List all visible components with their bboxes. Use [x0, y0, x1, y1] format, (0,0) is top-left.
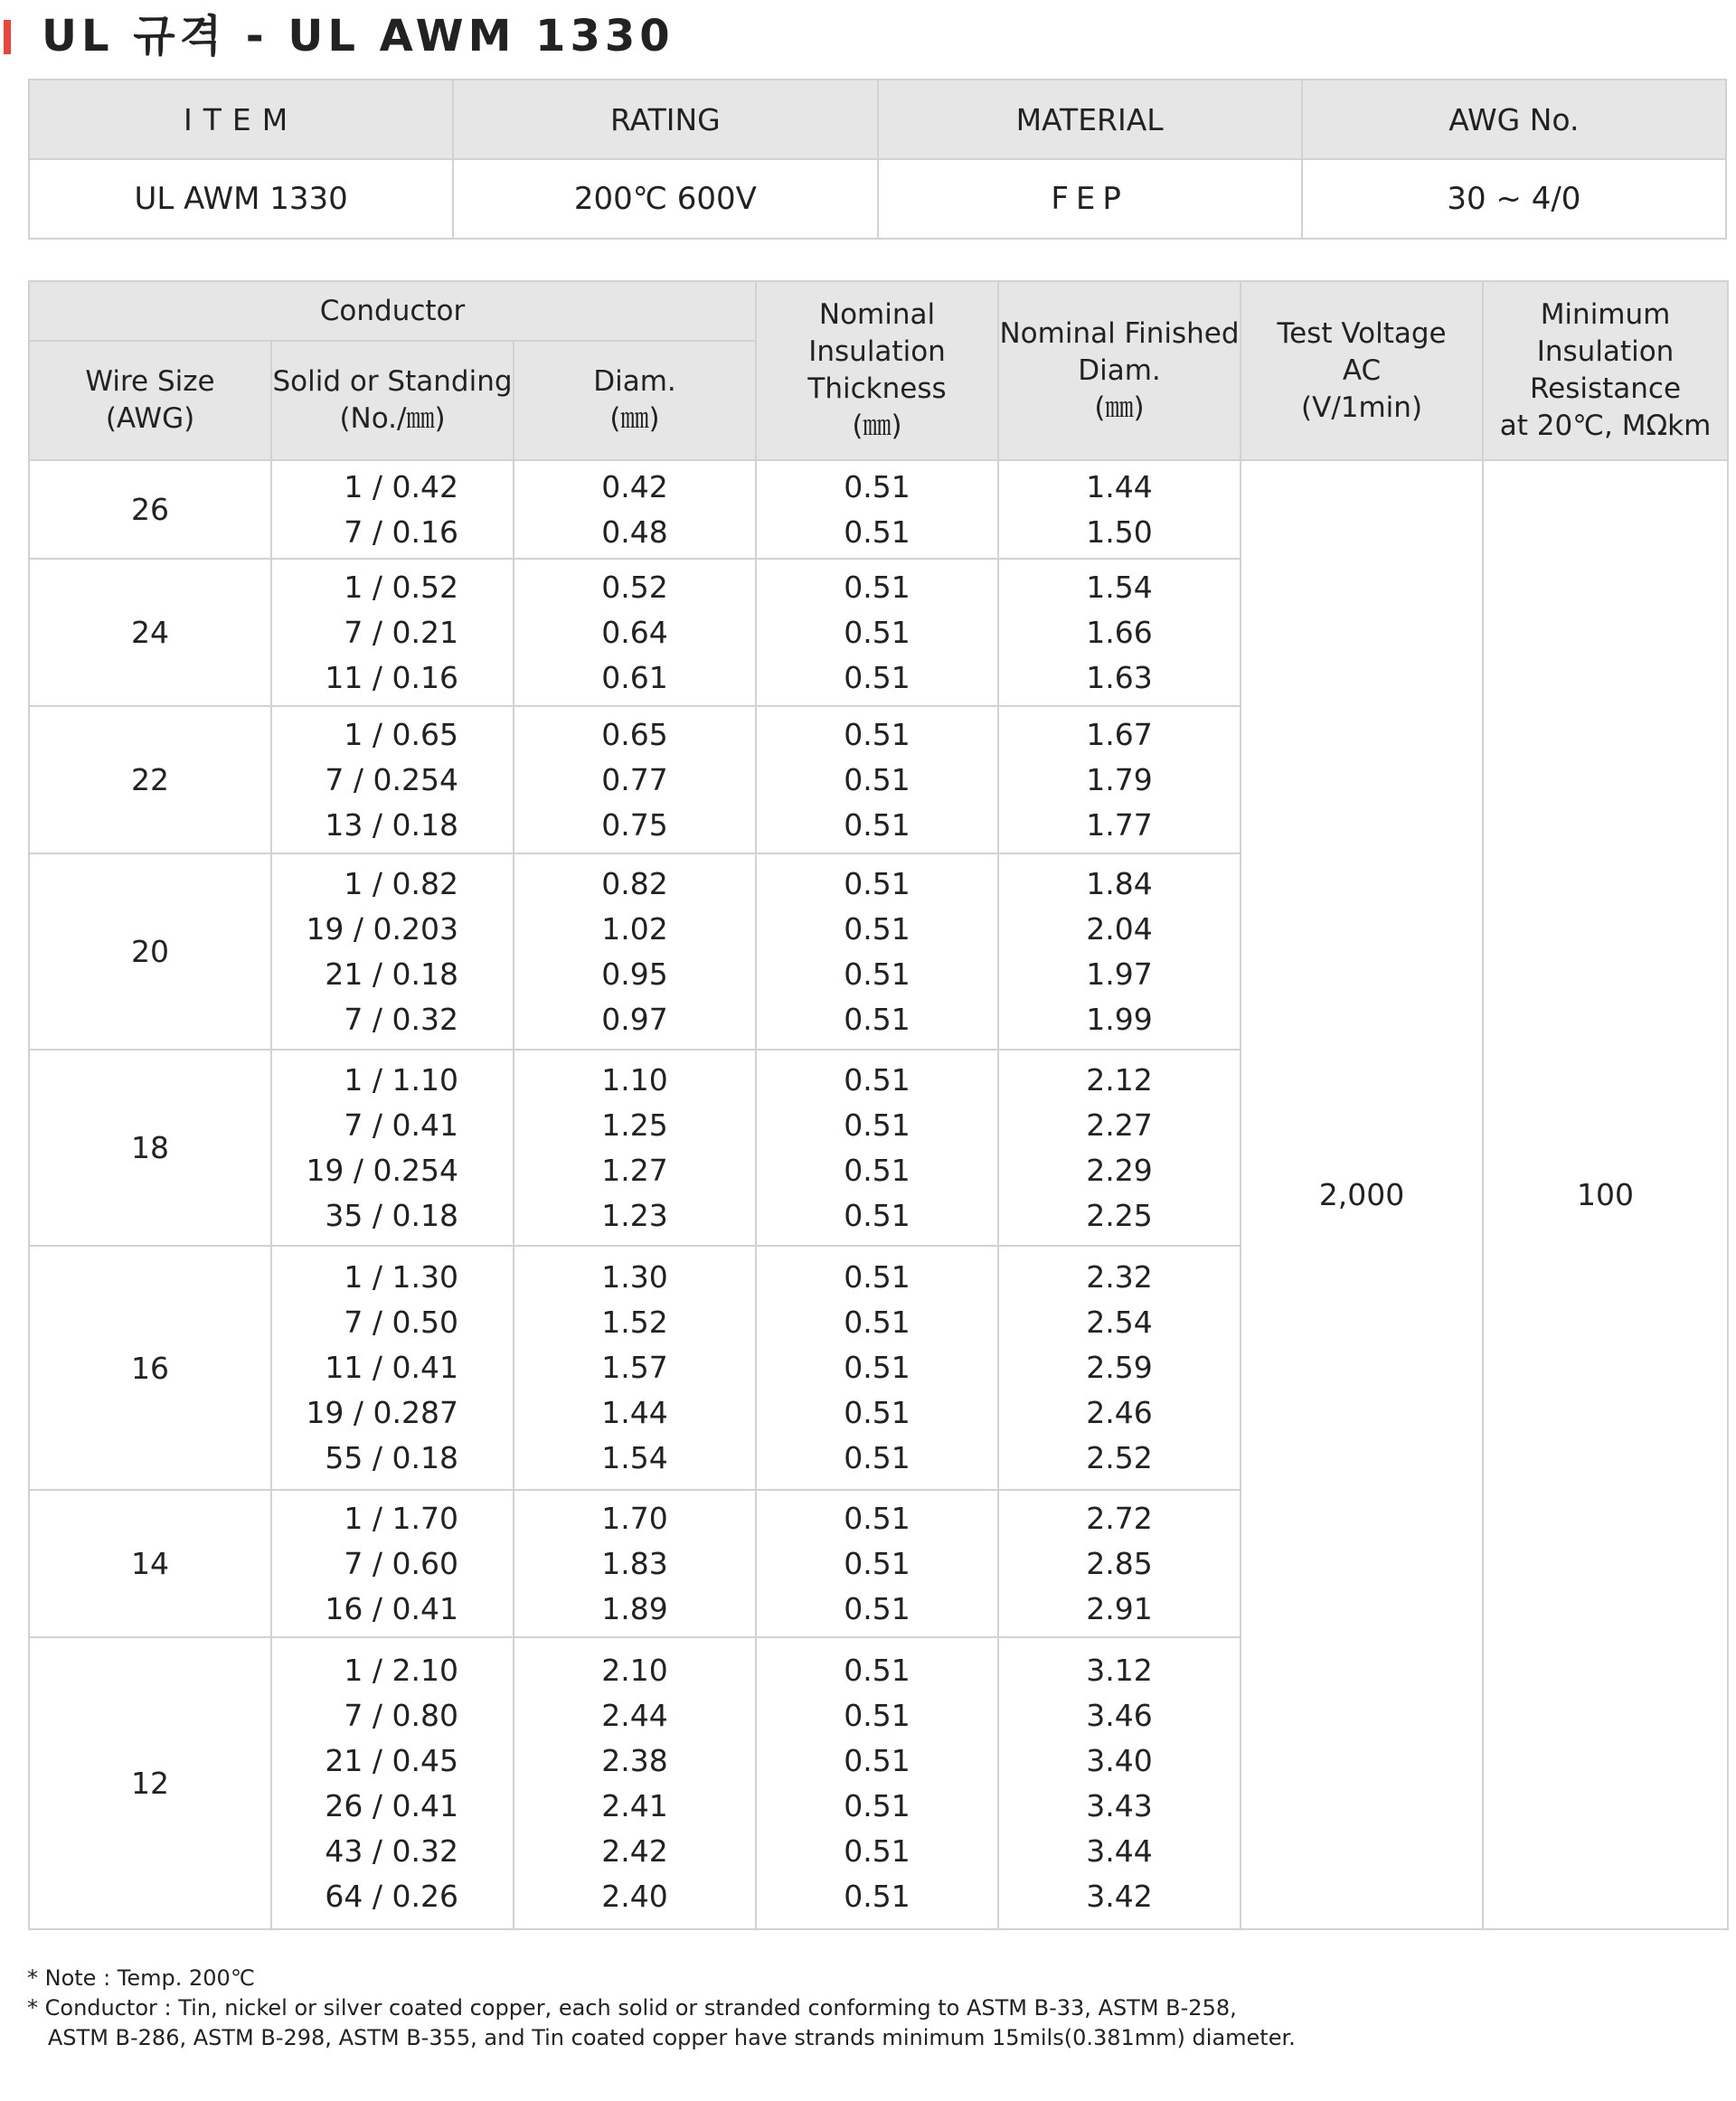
table-body	[29, 460, 1728, 1929]
diam-value: 0.42	[601, 468, 668, 504]
diam-value: 0.48	[601, 513, 668, 550]
finished-diam-value: 2.29	[1086, 1152, 1153, 1188]
insulation-value: 0.51	[844, 910, 910, 947]
strand-value: 43 / 0.32	[325, 1832, 458, 1869]
strand-value: 7 / 0.50	[344, 1305, 458, 1340]
finished-diam-value: 1.67	[1086, 716, 1153, 752]
insulation-value: 0.51	[844, 569, 910, 605]
spec-header-item: ITEM	[29, 80, 453, 159]
diam-value: 1.70	[601, 1500, 668, 1536]
awg-group-row	[29, 460, 1728, 559]
insulation-value: 0.51	[844, 1545, 910, 1581]
diam-value: 2.41	[601, 1787, 668, 1823]
stranding-cell	[271, 559, 514, 706]
finished-diam-value: 2.04	[1086, 910, 1153, 947]
table-header-row-1	[29, 281, 1728, 341]
diam-value: 2.44	[601, 1697, 668, 1733]
insulation-cell	[756, 706, 998, 853]
insulation-cell	[756, 559, 998, 706]
insulation-thickness-header: Nominal Insulation Thickness (㎜)	[756, 281, 998, 460]
diam-value: 1.57	[601, 1350, 668, 1385]
diam-value: 0.95	[601, 956, 668, 992]
diam-value: 0.61	[601, 659, 668, 695]
spec-value-material: FEP	[878, 159, 1302, 239]
strand-value: 19 / 0.254	[306, 1152, 458, 1188]
stranding-cell	[271, 460, 514, 559]
finished-diam-value: 2.25	[1086, 1197, 1153, 1233]
insulation-value: 0.51	[844, 513, 910, 550]
diam-value: 1.52	[601, 1305, 668, 1340]
insulation-value: 0.51	[844, 716, 910, 752]
strand-value: 11 / 0.41	[325, 1350, 458, 1385]
stranding-cell	[271, 1637, 514, 1929]
insulation-value: 0.51	[844, 956, 910, 992]
finished-diam-cell	[998, 559, 1241, 706]
strand-value: 7 / 0.60	[344, 1545, 458, 1581]
title-accent-bar	[4, 20, 11, 54]
stranding-cell	[271, 1490, 514, 1637]
strand-value: 7 / 0.80	[344, 1697, 458, 1733]
wire-size-cell: 26	[29, 460, 271, 559]
diam-value: 0.97	[601, 1001, 668, 1037]
diam-cell	[514, 1637, 756, 1929]
strand-value: 21 / 0.45	[325, 1742, 458, 1778]
diam-cell	[514, 460, 756, 559]
test-voltage-value: 2,000	[1241, 460, 1483, 1929]
finished-diam-value: 2.91	[1086, 1590, 1153, 1626]
finished-diam-value: 3.40	[1086, 1742, 1153, 1778]
diam-cell	[514, 1050, 756, 1246]
spec-header-awg: AWG No.	[1302, 80, 1726, 159]
strand-value: 55 / 0.18	[325, 1440, 458, 1475]
insulation-value: 0.51	[844, 1305, 910, 1340]
finished-diam-value: 2.27	[1086, 1107, 1153, 1143]
insulation-cell	[756, 460, 998, 559]
insulation-cell	[756, 1246, 998, 1490]
insulation-value: 0.51	[844, 1259, 910, 1295]
insulation-value: 0.51	[844, 659, 910, 695]
insulation-value: 0.51	[844, 865, 910, 901]
diam-value: 1.83	[601, 1545, 668, 1581]
diam-value: 1.30	[601, 1259, 668, 1295]
finished-diam-cell	[998, 1050, 1241, 1246]
insulation-cell	[756, 853, 998, 1050]
page-title: UL 규격 - UL AWM 1330	[42, 11, 675, 61]
finished-diam-cell	[998, 460, 1241, 559]
stranding-cell	[271, 706, 514, 853]
strand-value: 7 / 0.21	[344, 614, 458, 650]
diam-value: 0.65	[601, 716, 668, 752]
diam-value: 2.38	[601, 1742, 668, 1778]
stranding-header: Solid or Standing (No./㎜)	[271, 341, 514, 460]
insulation-value: 0.51	[844, 1652, 910, 1688]
diam-cell	[514, 559, 756, 706]
insulation-value: 0.51	[844, 1440, 910, 1475]
spec-table	[28, 79, 1727, 240]
insulation-value: 0.51	[844, 1787, 910, 1823]
strand-value: 7 / 0.16	[344, 513, 458, 550]
strand-value: 1 / 1.30	[344, 1259, 458, 1295]
spec-value-row	[29, 159, 1726, 239]
wire-size-cell: 22	[29, 706, 271, 853]
finished-diam-value: 1.77	[1086, 806, 1153, 843]
diam-value: 0.82	[601, 865, 668, 901]
finished-diam-value: 2.46	[1086, 1395, 1153, 1430]
insulation-value: 0.51	[844, 1001, 910, 1037]
wire-size-cell: 18	[29, 1050, 271, 1246]
finished-diam-value: 1.84	[1086, 865, 1153, 901]
strand-value: 19 / 0.203	[306, 910, 458, 947]
insulation-cell	[756, 1490, 998, 1637]
diam-cell	[514, 1246, 756, 1490]
spec-header-row	[29, 80, 1726, 159]
strand-value: 7 / 0.41	[344, 1107, 458, 1143]
insulation-resistance-header: Minimum Insulation Resistance at 20℃, MΩkm	[1483, 281, 1728, 460]
strand-value: 64 / 0.26	[325, 1878, 458, 1914]
diam-value: 2.10	[601, 1652, 668, 1688]
diam-header: Diam. (㎜)	[514, 341, 756, 460]
wire-size-cell: 12	[29, 1637, 271, 1929]
strand-value: 35 / 0.18	[325, 1197, 458, 1233]
strand-value: 1 / 0.52	[344, 569, 458, 605]
insulation-value: 0.51	[844, 1878, 910, 1914]
finished-diam-cell	[998, 1637, 1241, 1929]
strand-value: 1 / 0.42	[344, 468, 458, 504]
spec-header-material: MATERIAL	[878, 80, 1302, 159]
wire-data-table	[28, 280, 1729, 1930]
diam-value: 1.10	[601, 1061, 668, 1098]
finished-diam-cell	[998, 706, 1241, 853]
diam-value: 1.54	[601, 1440, 668, 1475]
wire-size-cell: 24	[29, 559, 271, 706]
note-temp: * Note : Temp. 200℃	[27, 1965, 255, 1991]
finished-diam-value: 1.44	[1086, 468, 1153, 504]
finished-diam-cell	[998, 1490, 1241, 1637]
note-conductor-cont: ASTM B-286, ASTM B-298, ASTM B-355, and Tin coated copper have strands minimum 15mils(0.381mm) diameter.	[27, 2025, 1296, 2050]
finished-diam-value: 3.12	[1086, 1652, 1153, 1688]
insulation-value: 0.51	[844, 1197, 910, 1233]
insulation-value: 0.51	[844, 1152, 910, 1188]
finished-diam-value: 2.59	[1086, 1350, 1153, 1385]
diam-value: 2.40	[601, 1878, 668, 1914]
strand-value: 16 / 0.41	[325, 1590, 458, 1626]
finished-diam-value: 1.97	[1086, 956, 1153, 992]
finished-diam-value: 2.85	[1086, 1545, 1153, 1581]
spec-value-awg: 30 ~ 4/0	[1302, 159, 1726, 239]
diam-value: 2.42	[601, 1832, 668, 1869]
finished-diam-value: 1.79	[1086, 761, 1153, 797]
insulation-value: 0.51	[844, 1832, 910, 1869]
finished-diam-value: 1.99	[1086, 1001, 1153, 1037]
strand-value: 13 / 0.18	[325, 806, 458, 843]
strand-value: 11 / 0.16	[325, 659, 458, 695]
note-conductor: * Conductor : Tin, nickel or silver coated copper, each solid or stranded conforming to ASTM B-33, ASTM B-258,	[27, 1995, 1237, 2021]
finished-diam-value: 3.43	[1086, 1787, 1153, 1823]
diam-value: 1.44	[601, 1395, 668, 1430]
finished-diam-value: 1.54	[1086, 569, 1153, 605]
finished-diam-cell	[998, 853, 1241, 1050]
conductor-header: Conductor	[29, 281, 756, 341]
insulation-value: 0.51	[844, 1395, 910, 1430]
finished-diam-value: 2.72	[1086, 1500, 1153, 1536]
notes	[27, 1964, 1296, 2053]
diam-value: 0.75	[601, 806, 668, 843]
strand-value: 1 / 1.70	[344, 1500, 458, 1536]
spec-value-item: UL AWM 1330	[29, 159, 453, 239]
insulation-cell	[756, 1050, 998, 1246]
finished-diam-value: 2.12	[1086, 1061, 1153, 1098]
insulation-value: 0.51	[844, 1061, 910, 1098]
diam-value: 0.64	[601, 614, 668, 650]
insulation-value: 0.51	[844, 614, 910, 650]
finished-diam-value: 2.54	[1086, 1305, 1153, 1340]
insulation-value: 0.51	[844, 1742, 910, 1778]
wire-size-header: Wire Size (AWG)	[29, 341, 271, 460]
diam-value: 1.23	[601, 1197, 668, 1233]
finished-diam-value: 2.52	[1086, 1440, 1153, 1475]
strand-value: 7 / 0.32	[344, 1001, 458, 1037]
strand-value: 1 / 1.10	[344, 1061, 458, 1098]
insulation-value: 0.51	[844, 1107, 910, 1143]
insulation-value: 0.51	[844, 806, 910, 843]
test-voltage-header: Test Voltage AC (V/1min)	[1241, 281, 1483, 460]
diam-cell	[514, 706, 756, 853]
diam-value: 1.89	[601, 1590, 668, 1626]
stranding-cell	[271, 1246, 514, 1490]
finished-diam-value: 1.50	[1086, 513, 1153, 550]
finished-diam-value: 3.42	[1086, 1878, 1153, 1914]
insulation-value: 0.51	[844, 1590, 910, 1626]
strand-value: 1 / 2.10	[344, 1652, 458, 1688]
strand-value: 1 / 0.82	[344, 865, 458, 901]
wire-size-cell: 14	[29, 1490, 271, 1637]
diam-cell	[514, 853, 756, 1050]
insulation-resistance-value: 100	[1483, 460, 1728, 1929]
finished-diam-cell	[998, 1246, 1241, 1490]
page-header	[0, 0, 1736, 72]
finished-diam-value: 3.46	[1086, 1697, 1153, 1733]
strand-value: 26 / 0.41	[325, 1787, 458, 1823]
insulation-value: 0.51	[844, 1697, 910, 1733]
insulation-cell	[756, 1637, 998, 1929]
finished-diam-value: 3.44	[1086, 1832, 1153, 1869]
strand-value: 7 / 0.254	[325, 761, 458, 797]
insulation-value: 0.51	[844, 1500, 910, 1536]
diam-value: 1.02	[601, 910, 668, 947]
wire-size-cell: 20	[29, 853, 271, 1050]
insulation-value: 0.51	[844, 1350, 910, 1385]
finished-diam-value: 2.32	[1086, 1259, 1153, 1295]
finished-diam-header: Nominal Finished Diam. (㎜)	[998, 281, 1241, 460]
diam-value: 1.27	[601, 1152, 668, 1188]
diam-value: 0.52	[601, 569, 668, 605]
spec-value-rating: 200℃ 600V	[453, 159, 877, 239]
insulation-value: 0.51	[844, 761, 910, 797]
diam-value: 0.77	[601, 761, 668, 797]
stranding-cell	[271, 1050, 514, 1246]
strand-value: 21 / 0.18	[325, 956, 458, 992]
spec-header-rating: RATING	[453, 80, 877, 159]
strand-value: 19 / 0.287	[306, 1395, 458, 1430]
diam-cell	[514, 1490, 756, 1637]
finished-diam-value: 1.63	[1086, 659, 1153, 695]
stranding-cell	[271, 853, 514, 1050]
finished-diam-value: 1.66	[1086, 614, 1153, 650]
strand-value: 1 / 0.65	[344, 716, 458, 752]
diam-value: 1.25	[601, 1107, 668, 1143]
wire-size-cell: 16	[29, 1246, 271, 1490]
insulation-value: 0.51	[844, 468, 910, 504]
